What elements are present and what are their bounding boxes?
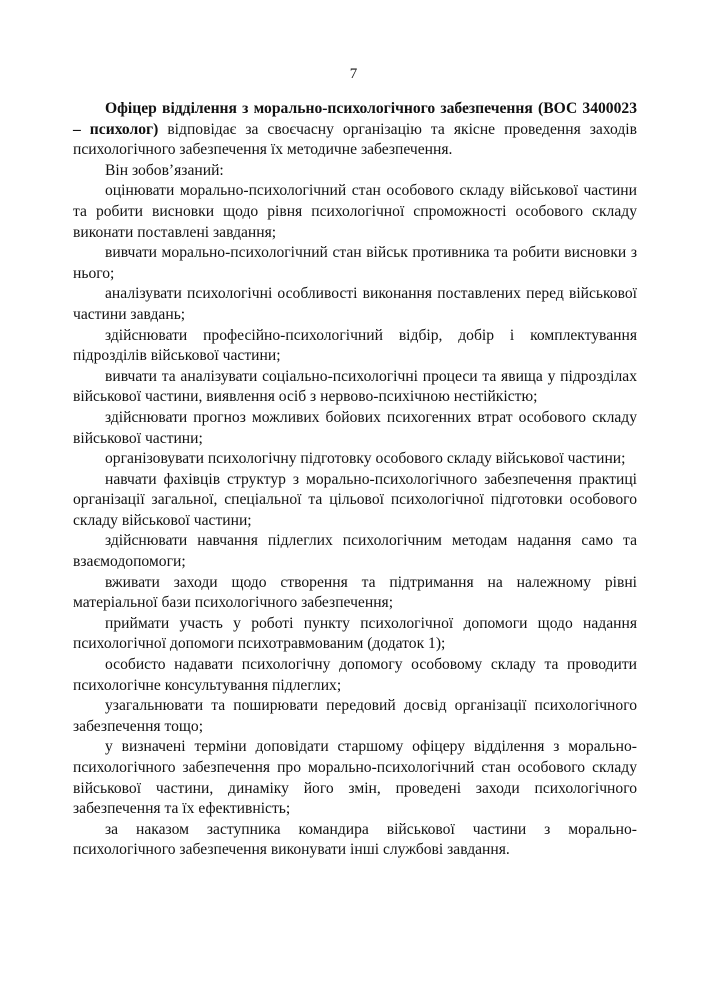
intro-text: відповідає за своєчасну організацію та якісне проведення заходів психологічного забезпечення їх методичне забезпечення. — [73, 120, 638, 159]
document-body — [73, 99, 637, 861]
intro-paragraph — [73, 99, 637, 161]
duty-item: вивчати морально-психологічний стан військ противника та робити висновки з нього; — [73, 244, 637, 282]
duty-item: за наказом заступника командира військової частини з морально-психологічного забезпечення виконувати інші службові завдання. — [73, 820, 637, 859]
duty-item: здійснювати професійно-психологічний відбір, добір і комплектування підрозділів військової частини; — [73, 326, 637, 365]
duty-item: вживати заходи щодо створення та підтримання на належному рівні матеріальної бази психологічного забезпечення; — [73, 573, 637, 612]
duty-item: особисто надавати психологічну допомогу особовому складу та проводити психологічне консультування підлеглих; — [73, 656, 637, 694]
page-number: 7 — [349, 66, 358, 82]
duty-item: навчати фахівців структур з морально-психологічного забезпечення практиці організації загальної, спеціальної та цільової психологічної підготовки особового складу військової частини; — [73, 470, 637, 529]
duty-item: здійснювати прогноз можливих бойових психогенних втрат особового складу військової частини; — [73, 408, 637, 447]
duty-item: оцінювати морально-психологічний стан особового складу військової частини та робити висновки щодо рівня психологічної спроможності особового складу виконати поставлені завдання; — [73, 182, 637, 241]
position-title: Офіцер відділення з морально-психологічного забезпечення (ВОС 3400023 – психолог) — [73, 100, 637, 138]
duty-item: організовувати психологічну підготовку особового складу військової частини; — [105, 450, 626, 468]
duty-item: у визначені терміни доповідати старшому офіцеру відділення з морально-психологічного забезпечення про морально-психологічний стан особового складу військової частини, динаміку його змін, проведені заходи психологічного забезпечення та їх ефективність; — [73, 738, 637, 818]
duty-item: аналізувати психологічні особливості виконання поставлених перед військової частини завдань; — [73, 285, 637, 323]
obligation-header: Він зобов’язаний: — [105, 161, 224, 179]
duty-item: здійснювати навчання підлеглих психологічним методам надання само та взаємодопомоги; — [73, 532, 637, 571]
duty-item: узагальнювати та поширювати передовий досвід організації психологічного забезпечення тощо; — [73, 697, 637, 735]
duty-item: вивчати та аналізувати соціально-психологічні процеси та явища у підрозділах військової частини, виявлення осіб з нервово-психічною нестійкістю; — [73, 367, 637, 406]
duty-item: приймати участь у роботі пункту психологічної допомоги щодо надання психологічної допомоги психотравмованим (додаток 1); — [73, 614, 637, 653]
